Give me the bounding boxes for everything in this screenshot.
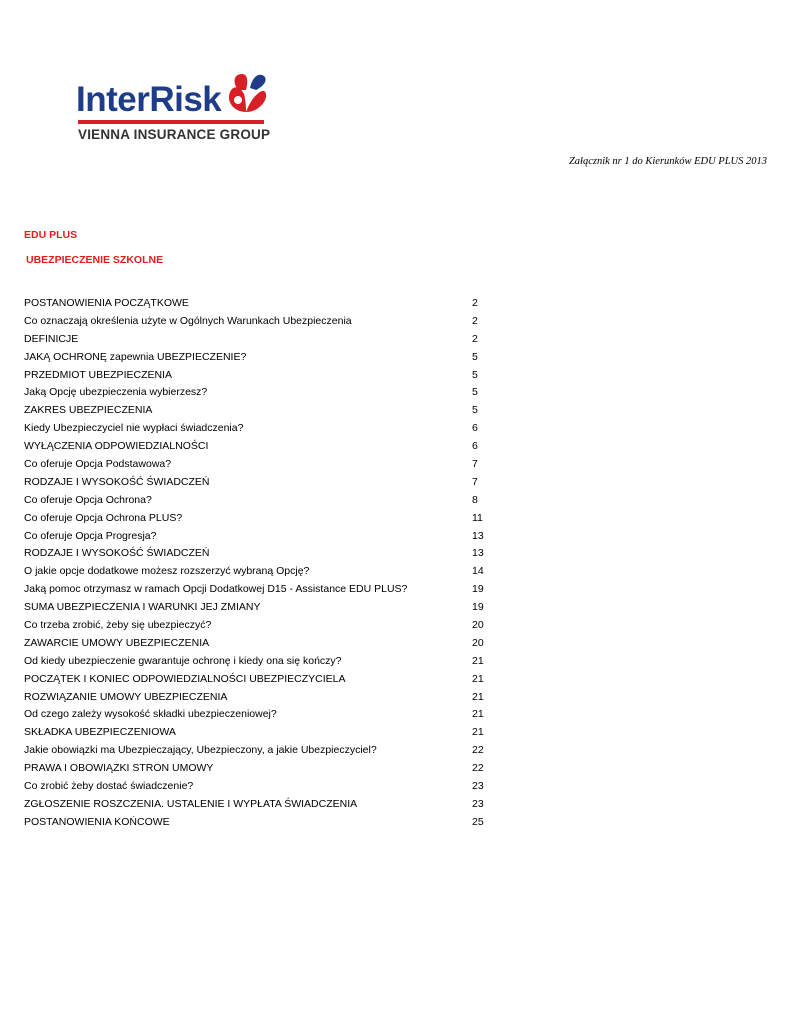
toc-entry-page: 21	[472, 654, 484, 667]
toc-entry-page: 8	[472, 493, 478, 506]
toc-entry-title: SUMA UBEZPIECZENIA I WARUNKI JEJ ZMIANY	[24, 601, 261, 614]
logo-wordmark: InterRisk	[76, 80, 222, 119]
toc-entry-title: RODZAJE I WYSOKOŚĆ ŚWIADCZEŃ	[24, 547, 210, 560]
toc-entry-page: 21	[472, 708, 484, 721]
toc-entry-title: Od kiedy ubezpieczenie gwarantuje ochronę i kiedy ona się kończy?	[24, 654, 342, 667]
toc-entry[interactable]	[24, 456, 494, 474]
toc-entry-title: POSTANOWIENIA KOŃCOWE	[24, 815, 170, 828]
toc-entry-page: 5	[472, 350, 478, 363]
toc-entry[interactable]	[24, 581, 494, 599]
toc-entry-title: Co oferuje Opcja Ochrona PLUS?	[24, 511, 183, 524]
toc-entry[interactable]	[24, 653, 494, 671]
toc-entry-page: 22	[472, 744, 484, 757]
toc-entry[interactable]	[24, 760, 494, 778]
interrisk-logo	[76, 72, 276, 144]
toc-entry[interactable]	[24, 295, 494, 313]
toc-entry[interactable]	[24, 528, 494, 546]
toc-entry-page: 2	[472, 332, 478, 345]
toc-entry-title: PRAWA I OBOWIĄZKI STRON UMOWY	[24, 762, 214, 775]
toc-entry-page: 25	[472, 815, 484, 828]
toc-entry[interactable]	[24, 492, 494, 510]
toc-entry-title: Co oferuje Opcja Ochrona?	[24, 493, 152, 506]
toc-entry-page: 14	[472, 565, 484, 578]
toc-entry[interactable]	[24, 420, 494, 438]
toc-entry-page: 2	[472, 297, 478, 309]
toc-entry-title: SKŁADKA UBEZPIECZENIOWA	[24, 726, 176, 739]
toc-entry-title: Jaką Opcję ubezpieczenia wybierzesz?	[24, 386, 208, 399]
toc-entry[interactable]	[24, 724, 494, 742]
toc-entry-page: 6	[472, 440, 478, 453]
section-subtitle: UBEZPIECZENIE SZKOLNE	[26, 254, 164, 266]
toc-entry-page: 2	[472, 314, 478, 327]
toc-entry[interactable]	[24, 814, 494, 832]
product-title: EDU PLUS	[24, 229, 78, 241]
toc-entry[interactable]	[24, 313, 494, 331]
toc-entry[interactable]	[24, 671, 494, 689]
toc-entry-title: Jakie obowiązki ma Ubezpieczający, Ubezpieczony, a jakie Ubezpieczyciel?	[24, 744, 377, 757]
toc-entry[interactable]	[24, 706, 494, 724]
toc-entry-page: 5	[472, 368, 478, 381]
table-of-contents	[24, 295, 494, 832]
toc-entry-page: 23	[472, 797, 484, 810]
toc-entry-title: Jaką pomoc otrzymasz w ramach Opcji Dodatkowej D15 - Assistance EDU PLUS?	[24, 583, 408, 596]
toc-entry[interactable]	[24, 545, 494, 563]
toc-entry[interactable]	[24, 367, 494, 385]
toc-entry-title: O jakie opcje dodatkowe możesz rozszerzyć wybraną Opcję?	[24, 565, 310, 578]
toc-entry-title: JAKĄ OCHRONĘ zapewnia UBEZPIECZENIE?	[24, 350, 247, 363]
toc-entry-page: 13	[472, 547, 484, 560]
toc-entry-title: WYŁĄCZENIA ODPOWIEDZIALNOŚCI	[24, 440, 209, 453]
toc-entry-page: 20	[472, 619, 484, 632]
toc-entry[interactable]	[24, 384, 494, 402]
toc-entry-title: POCZĄTEK I KONIEC ODPOWIEDZIALNOŚCI UBEZPIECZYCIELA	[24, 672, 346, 685]
toc-entry-page: 23	[472, 780, 484, 793]
toc-entry-page: 11	[472, 511, 483, 524]
toc-entry-title: POSTANOWIENIA POCZĄTKOWE	[24, 297, 189, 309]
toc-entry-page: 6	[472, 422, 478, 435]
toc-entry-title: Co zrobić żeby dostać świadczenie?	[24, 780, 194, 793]
toc-entry-title: RODZAJE I WYSOKOŚĆ ŚWIADCZEŃ	[24, 475, 210, 488]
toc-entry-page: 21	[472, 726, 484, 739]
toc-entry[interactable]	[24, 331, 494, 349]
toc-entry-page: 19	[472, 583, 484, 596]
toc-entry-title: Co oferuje Opcja Podstawowa?	[24, 458, 172, 471]
toc-entry[interactable]	[24, 510, 494, 528]
toc-entry-title: Co oznaczają określenia użyte w Ogólnych Warunkach Ubezpieczenia	[24, 314, 352, 327]
toc-entry[interactable]	[24, 742, 494, 760]
logo-underline	[78, 120, 264, 124]
toc-entry[interactable]	[24, 689, 494, 707]
toc-entry-page: 5	[472, 404, 478, 417]
toc-entry[interactable]	[24, 635, 494, 653]
toc-entry-page: 13	[472, 529, 484, 542]
butterfly-logo-icon	[224, 72, 268, 118]
toc-entry-title: ROZWIĄZANIE UMOWY UBEZPIECZENIA	[24, 690, 228, 703]
toc-entry[interactable]	[24, 349, 494, 367]
logo-subtitle: VIENNA INSURANCE GROUP	[78, 127, 271, 142]
annex-note: Załącznik nr 1 do Kierunków EDU PLUS 2013	[568, 156, 767, 167]
toc-entry-page: 7	[472, 475, 478, 488]
toc-entry-title: ZAWARCIE UMOWY UBEZPIECZENIA	[24, 636, 210, 649]
toc-entry[interactable]	[24, 599, 494, 617]
toc-entry-title: Co trzeba zrobić, żeby się ubezpieczyć?	[24, 619, 212, 632]
toc-entry-title: Co oferuje Opcja Progresja?	[24, 529, 157, 542]
toc-entry-title: ZAKRES UBEZPIECZENIA	[24, 404, 153, 417]
toc-entry-page: 22	[472, 762, 484, 775]
toc-entry[interactable]	[24, 563, 494, 581]
toc-entry-title: Od czego zależy wysokość składki ubezpieczeniowej?	[24, 708, 277, 721]
toc-entry-page: 20	[472, 636, 484, 649]
toc-entry-page: 21	[472, 690, 484, 703]
toc-entry-page: 21	[472, 672, 484, 685]
toc-entry[interactable]	[24, 438, 494, 456]
toc-entry[interactable]	[24, 474, 494, 492]
toc-entry-title: Kiedy Ubezpieczyciel nie wypłaci świadczenia?	[24, 422, 244, 435]
toc-entry-page: 7	[472, 458, 478, 471]
toc-entry-page: 19	[472, 601, 484, 614]
toc-entry-title: DEFINICJE	[24, 332, 79, 345]
toc-entry[interactable]	[24, 617, 494, 635]
toc-entry[interactable]	[24, 796, 494, 814]
toc-entry[interactable]	[24, 402, 494, 420]
toc-entry-title: PRZEDMIOT UBEZPIECZENIA	[24, 368, 172, 381]
toc-entry-title: ZGŁOSZENIE ROSZCZENIA. USTALENIE I WYPŁATA ŚWIADCZENIA	[24, 797, 358, 810]
toc-entry-page: 5	[472, 386, 478, 399]
toc-entry[interactable]	[24, 778, 494, 796]
